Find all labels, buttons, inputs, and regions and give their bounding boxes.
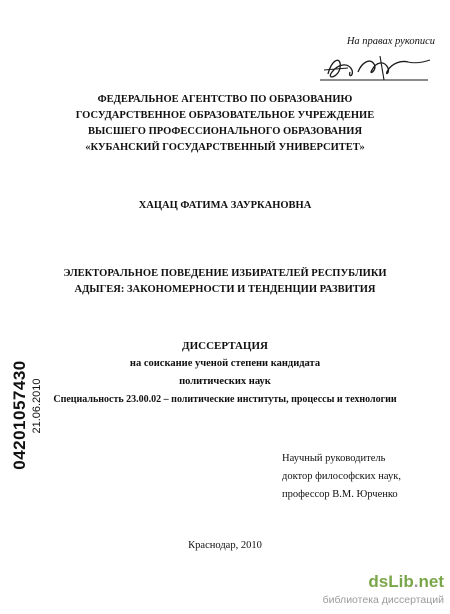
author-name-text: ХАЦАЦ ФАТИМА ЗАУРКАНОВНА — [138, 200, 312, 211]
author-name — [0, 198, 450, 214]
document-type-text: ДИССЕРТАЦИЯ — [182, 340, 268, 352]
organization-line: ВЫСШЕГО ПРОФЕССИОНАЛЬНОГО ОБРАЗОВАНИЯ — [87, 126, 363, 137]
degree-line: на соискание ученой степени кандидата — [129, 358, 321, 369]
rights-note: На правах рукописи — [346, 36, 435, 47]
organization-line: «КУБАНСКИЙ ГОСУДАРСТВЕННЫЙ УНИВЕРСИТЕТ» — [85, 142, 365, 153]
supervisor-role: Научный руководитель — [282, 453, 386, 464]
organization-line: ГОСУДАРСТВЕННОЕ ОБРАЗОВАТЕЛЬНОЕ УЧРЕЖДЕНИЕ — [75, 110, 375, 121]
handwritten-signature — [318, 50, 438, 84]
watermark — [290, 572, 450, 614]
stamp-id: 04201057430 — [10, 360, 29, 470]
watermark-logo-dot: . — [413, 572, 419, 591]
watermark-logo-main: dsLib — [368, 572, 414, 591]
supervisor-block — [282, 450, 401, 504]
organization-header — [0, 92, 450, 156]
title-line: АДЫГЕЯ: ЗАКОНОМЕРНОСТИ И ТЕНДЕНЦИИ РАЗВИТИЯ — [74, 284, 376, 295]
title-line: ЭЛЕКТОРАЛЬНОЕ ПОВЕДЕНИЕ ИЗБИРАТЕЛЕЙ РЕСПУБЛИКИ — [63, 268, 387, 279]
specialty: Специальность 23.00.02 – политические институты, процессы и технологии — [53, 394, 397, 405]
watermark-logo-tld: net — [418, 572, 444, 591]
supervisor-degree: доктор философских наук, — [282, 471, 401, 482]
dissertation-title — [0, 266, 450, 298]
library-stamp — [4, 355, 46, 495]
document-type — [0, 338, 450, 354]
organization-line: ФЕДЕРАЛЬНОЕ АГЕНТСТВО ПО ОБРАЗОВАНИЮ — [97, 94, 353, 105]
stamp-date: 21.06.2010 — [31, 378, 43, 434]
supervisor-name: профессор В.М. Юрченко — [282, 489, 398, 500]
degree-line: политических наук — [179, 376, 271, 387]
watermark-subtitle: библиотека диссертаций — [322, 594, 444, 606]
watermark-logo — [368, 572, 444, 592]
city-year: Краснодар, 2010 — [188, 540, 262, 551]
